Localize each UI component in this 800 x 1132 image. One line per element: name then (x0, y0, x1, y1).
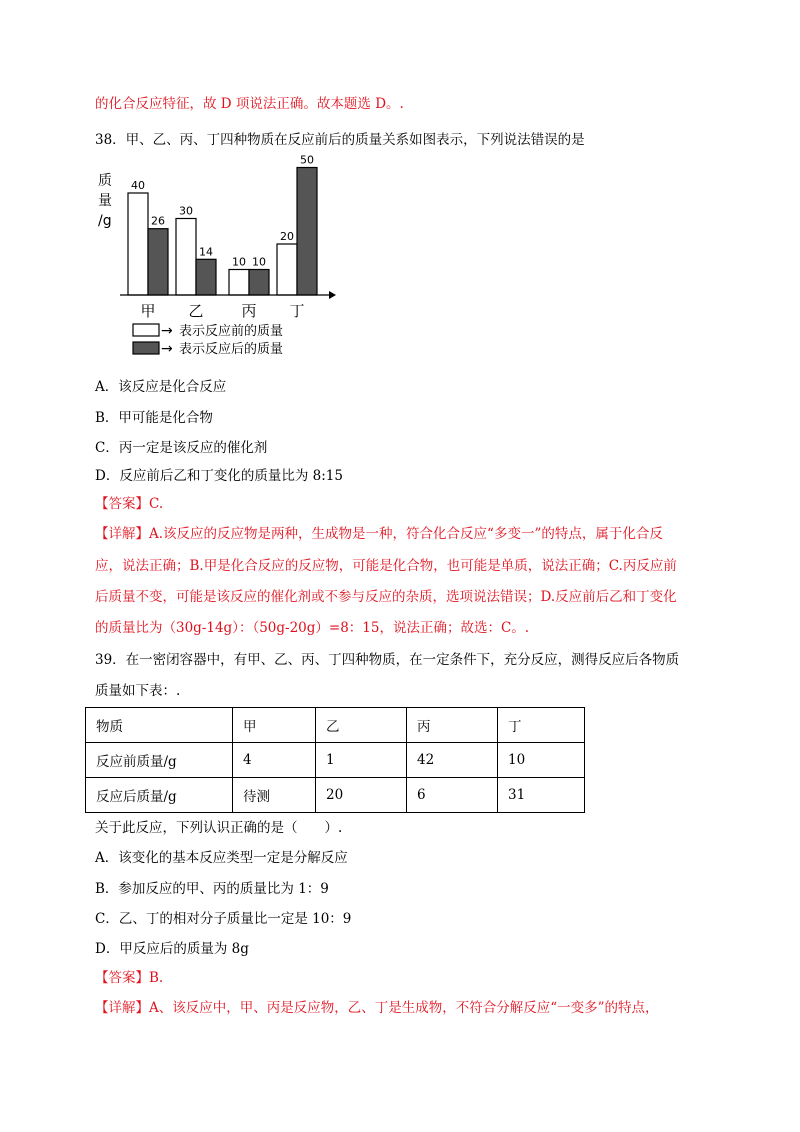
q39-prompt: 关于此反应，下列认识正确的是（ ）. (95, 820, 343, 836)
bar-value-label: 26 (151, 214, 165, 228)
bar-value-label: 10 (232, 255, 246, 269)
table-header-row (86, 708, 585, 743)
table-cell: 31 (498, 778, 585, 813)
bar-chart (95, 150, 345, 365)
q38-option-b: B．甲可能是化合物 (95, 410, 213, 426)
legend-label: 表示反应后的质量 (179, 342, 284, 357)
table-header-cell: 甲 (233, 708, 316, 743)
legend-arrow-icon: → (161, 341, 173, 357)
x-axis-arrowhead (329, 291, 336, 299)
q38-answer: 【答案】C. (95, 496, 164, 512)
table-cell: 反应前质量/g (86, 743, 233, 778)
bar-value-label: 20 (280, 230, 294, 243)
y-axis-label-char: 质 (98, 173, 112, 189)
table-cell: 6 (407, 778, 498, 813)
q38-option-c: C．丙一定是该反应的催化剂 (95, 440, 268, 456)
q39-option-b: B．参加反应的甲、丙的质量比为 1：9 (95, 881, 329, 897)
y-axis-label-char: 量 (98, 193, 112, 209)
q39-option-d: D．甲反应后的质量为 8g (95, 941, 249, 957)
y-axis-label (98, 173, 112, 229)
q38-option-d: D．反应前后乙和丁变化的质量比为 8:15 (95, 468, 343, 484)
x-tick-label: 乙 (188, 302, 204, 320)
x-tick-label: 丙 (241, 302, 257, 320)
table-row (86, 743, 585, 778)
table-header-cell: 乙 (316, 708, 407, 743)
bar-before-2 (229, 270, 249, 296)
table-cell: 42 (407, 743, 498, 778)
table-cell: 20 (316, 778, 407, 813)
legend-swatch (133, 342, 159, 354)
q39-explain-line-1: 【详解】A、该反应中，甲、丙是反应物，乙、丁是生成物，不符合分解反应“一变多”的特点， (95, 1000, 659, 1016)
bar-value-label: 50 (300, 153, 314, 167)
bar-after-2 (249, 270, 269, 296)
bar-before-3 (277, 244, 297, 295)
bar-after-3 (297, 168, 317, 296)
table-cell: 反应后质量/g (86, 778, 233, 813)
question-38-stem: 38．甲、乙、丙、丁四种物质在反应前后的质量关系如图表示，下列说法错误的是 (95, 132, 585, 148)
legend (133, 323, 283, 357)
table-header-cell: 丙 (407, 708, 498, 743)
bar-after-1 (196, 259, 216, 295)
q39-option-a: A．该变化的基本反应类型一定是分解反应 (95, 850, 348, 866)
q38-explain-line-4: 的质量比为（30g-14g）：（50g-20g）=8：15，说法正确；故选：C。. (95, 620, 530, 636)
q38-explain-line-3: 后质量不变，可能是该反应的催化剂或不参与反应的杂质，选项说法错误；D.反应前后乙和丁变化 (95, 589, 677, 605)
y-axis-label-char: /g (98, 213, 112, 229)
legend-swatch (133, 324, 159, 336)
table-row (86, 778, 585, 813)
mass-table (85, 707, 585, 813)
q39-option-c: C．乙、丁的相对分子质量比一定是 10：9 (95, 911, 352, 927)
bar-value-label: 10 (252, 255, 266, 269)
q39-answer: 【答案】B. (95, 970, 164, 986)
legend-arrow-icon: → (161, 323, 173, 339)
bar-value-label: 40 (131, 179, 145, 192)
q38-explain-line-1: 【详解】A.该反应的反应物是两种，生成物是一种，符合化合反应“多变一”的特点，属于化合反 (95, 526, 663, 542)
x-tick-label: 甲 (140, 302, 156, 320)
bar-before-0 (128, 193, 148, 295)
bar-before-1 (176, 219, 196, 296)
bar-value-label: 14 (199, 245, 213, 259)
table-cell: 10 (498, 743, 585, 778)
x-tick-label: 丁 (289, 302, 305, 320)
previous-answer-continuation: 的化合反应特征，故 D 项说法正确。故本题选 D。. (95, 96, 404, 112)
table-header-cell: 物质 (86, 708, 233, 743)
bar-after-0 (148, 229, 168, 295)
legend-label: 表示反应前的质量 (179, 324, 284, 339)
q38-option-a: A．该反应是化合反应 (95, 379, 227, 395)
q38-explain-line-2: 应，说法正确；B.甲是化合反应的反应物，可能是化合物，也可能是单质，说法正确；C.丙反应前 (95, 558, 677, 574)
table-cell: 1 (316, 743, 407, 778)
table-header-cell: 丁 (498, 708, 585, 743)
table-cell: 4 (233, 743, 316, 778)
bar-value-label: 30 (179, 204, 193, 218)
table-cell: 待测 (233, 778, 316, 813)
question-39-stem-line-1: 39．在一密闭容器中，有甲、乙、丙、丁四种物质，在一定条件下，充分反应，测得反应后各物质 (95, 652, 680, 668)
question-39-stem-line-2: 质量如下表：. (95, 683, 181, 699)
